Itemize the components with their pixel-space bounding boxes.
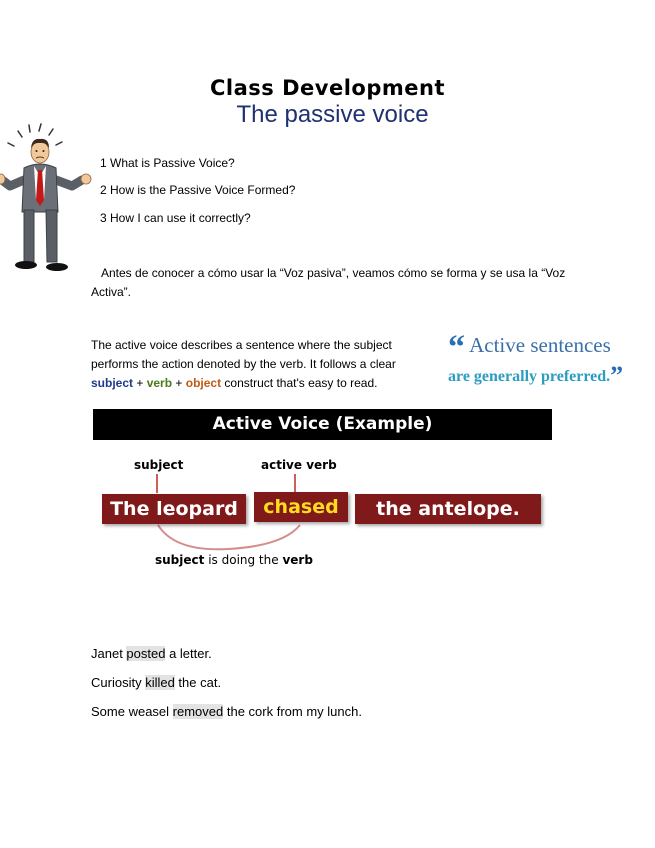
sentence [91, 675, 221, 690]
sentence-text: a letter. [165, 646, 212, 661]
highlighted-verb: killed [145, 675, 175, 690]
description-text: The active voice describes a sentence where the subject performs the action denoted by the verb. It follows a clear [91, 338, 396, 371]
label-active-verb: active verb [261, 458, 337, 472]
question-1: 1 What is Passive Voice? [100, 156, 235, 170]
quote-text-2: are generally preferred. [448, 368, 611, 385]
verb-term: verb [146, 376, 173, 390]
plus-sign: + [133, 376, 147, 390]
object-term: object [185, 376, 222, 390]
sentence-text: the cork from my lunch. [223, 704, 362, 719]
caption-subject: subject [155, 553, 205, 567]
sentence-text: the cat. [174, 675, 222, 690]
box-chased: chased [254, 492, 348, 522]
page-title: Class Development [210, 76, 445, 100]
highlighted-verb: posted [126, 646, 166, 661]
caption-middle: is doing the [204, 553, 283, 567]
caption-verb: verb [282, 553, 313, 567]
page-subtitle: The passive voice [236, 101, 429, 128]
question-2: 2 How is the Passive Voice Formed? [100, 183, 296, 197]
sentence-text: Janet [91, 646, 127, 661]
sentence-text: Some weasel [91, 704, 173, 719]
example-header: Active Voice (Example) [93, 409, 552, 440]
plus-sign: + [172, 376, 186, 390]
example-caption [155, 553, 313, 567]
box-the-antelope: the antelope. [355, 494, 541, 524]
label-subject: subject [134, 458, 184, 472]
subject-term: subject [91, 376, 134, 390]
box-the-leopard: The leopard [102, 494, 246, 524]
quote-text-1: Active sentences [469, 333, 611, 357]
close-quote-icon: ” [610, 361, 624, 390]
question-3: 3 How I can use it correctly? [100, 211, 251, 225]
open-quote-icon: “ [448, 329, 465, 366]
highlighted-verb: removed [172, 704, 224, 719]
sentence-text: Curiosity [91, 675, 146, 690]
description-tail: construct that's easy to read. [221, 376, 378, 390]
intro-paragraph: Antes de conocer a cómo usar la “Voz pasiva”, veamos cómo se forma y se usa la “Voz Activa”. [91, 266, 566, 299]
sentence [91, 704, 362, 719]
sentence [91, 646, 212, 661]
